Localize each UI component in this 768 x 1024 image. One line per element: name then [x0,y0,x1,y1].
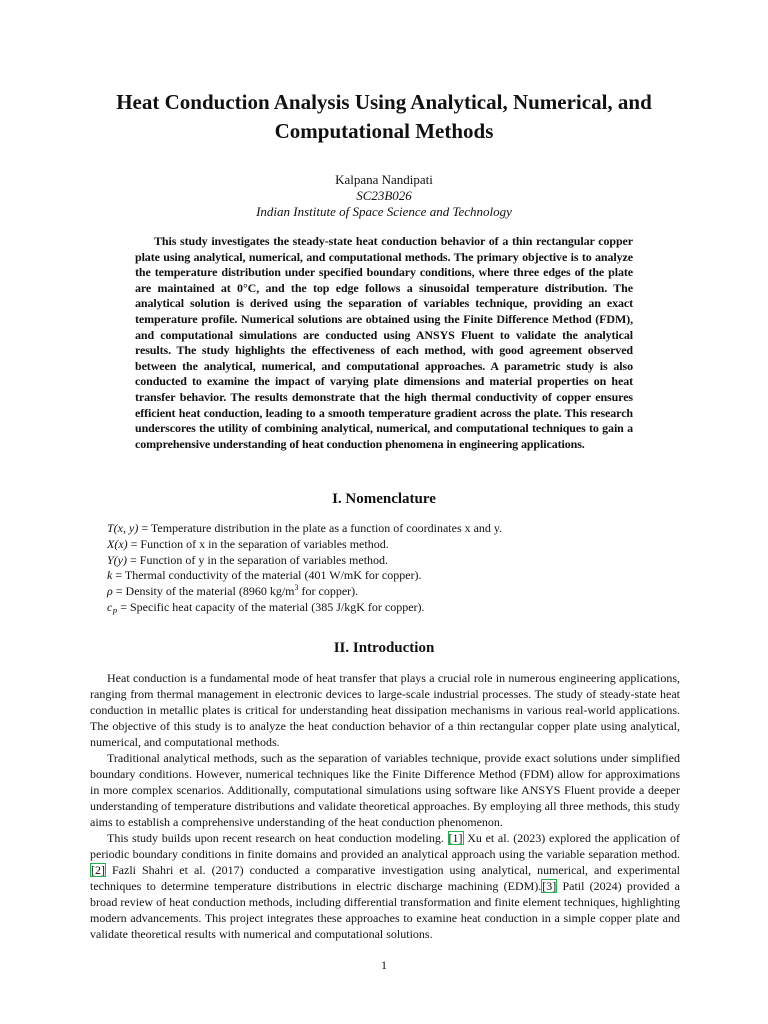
nomenclature-description: = Specific heat capacity of the material (385 J/kgK for copper). [120,599,425,614]
paragraph-text: This study builds upon recent research on heat conduction modeling. [107,831,448,845]
paragraph-text: Patil (2024) provided a broad review of heat conduction methods, including differential transformation and finite element techniques, highlighting modern advancements. This project integrates these approaches to examine heat conduction in a simple copper plate and validate theoretical results with numerical and computational solutions. [90,879,680,941]
section-heading-nomenclature: I. Nomenclature [332,491,436,507]
section-heading-introduction: II. Introduction [333,640,435,656]
abstract: This study investigates the steady-state heat conduction behavior of a thin rectangular copper plate using analytical, numerical, and computational methods. The primary objective is to analyze the temperature distribution under specified boundary conditions, where three edges of the plate are maintained at 0°C, and the top edge follows a sinusoidal temperature distribution. The analytical solution is derived using the separation of variables technique, providing an exact temperature profile. Numerical solutions are obtained using the Finite Difference Method (FDM), and computational simulations are conducted using ANSYS Fluent to validate the analytical results. The study highlights the effectiveness of each method, with good agreement observed between the analytical, numerical, and computational approaches. A parametric study is also conducted to examine the impact of varying plate dimensions and material properties on heat transfer behavior. The results demonstrate that the high thermal conductivity of copper ensures efficient heat conduction, leading to a smooth temperature gradient across the plate. This research underscores the utility of combining analytical, numerical, and computational techniques to gain a comprehensive understanding of heat conduction phenomena in engineering applications. [135,234,633,451]
citation-link-2[interactable]: [2] [91,863,105,877]
nomenclature-description: = Thermal conductivity of the material (401 W/mK for copper). [115,568,422,583]
nomenclature-description-tail: for copper). [298,584,359,599]
nomenclature-item [107,600,667,616]
nomenclature-list [107,521,667,616]
paragraph-text: Fazli Shahri et al. (2017) conducted a comparative investigation using analytical, numerical, and experimental techniques to determine temperature distributions in electric discharge machining (EDM). [90,863,680,893]
subscript: P [112,607,118,617]
nomenclature-description: = Temperature distribution in the plate as a function of coordinates x and y. [141,521,503,535]
author-block [0,172,768,220]
nomenclature-item [107,537,667,553]
nomenclature-symbol: c [107,599,113,614]
nomenclature-description: = Density of the material (8960 kg/m [115,584,295,599]
nomenclature-item [107,568,667,584]
paragraph: Traditional analytical methods, such as the separation of variables technique, provide exact solutions under simplified boundary conditions. However, numerical techniques like the Finite Difference Method (FDM) allow for approximations in more complex scenarios. Additionally, computational simulations using software like ANSYS Fluent provide a deeper understanding of temperature distributions and validate theoretical approaches. By employing all three methods, this study aims to establish a comprehensive understanding of the heat conduction phenomenon. [90,751,680,829]
page-number: 1 [381,958,387,972]
affiliation: Indian Institute of Space Science and Technology [256,204,512,219]
nomenclature-item [107,584,667,600]
introduction-body [90,670,680,942]
nomenclature-description: = Function of y in the separation of variables method. [130,552,389,567]
citation-link-3[interactable]: [3] [542,879,557,893]
nomenclature-item [107,553,667,569]
superscript: 3 [294,583,299,593]
nomenclature-symbol: Y(y) [107,552,127,567]
nomenclature-description: = Function of x in the separation of variables method. [130,536,389,551]
nomenclature-symbol: T(x, y) [107,521,139,535]
paper-title: Heat Conduction Analysis Using Analytical, Numerical, and Computational Methods [116,90,652,143]
nomenclature-item [107,521,667,537]
student-id: SC23B026 [356,188,412,203]
paragraph [90,830,680,942]
nomenclature-symbol: X(x) [107,536,128,551]
nomenclature-symbol: k [107,568,113,583]
paragraph: Heat conduction is a fundamental mode of heat transfer that plays a crucial role in numerous engineering applications, ranging from thermal management in electronic devices to large-scale industrial processes. The study of steady-state heat conduction in metallic plates is critical for understanding heat dissipation mechanisms in various real-world applications. The objective of this study is to analyze the heat conduction behavior of a thin rectangular copper plate using analytical, numerical, and computational methods. [90,671,680,749]
nomenclature-symbol: ρ [107,584,113,599]
author-name: Kalpana Nandipati [335,172,433,187]
citation-link-1[interactable]: [1] [448,831,463,845]
paragraph-text: Xu et al. (2023) explored the application of periodic boundary conditions in finite domains and provided an analytical approach using the variable separation method. [90,831,680,861]
